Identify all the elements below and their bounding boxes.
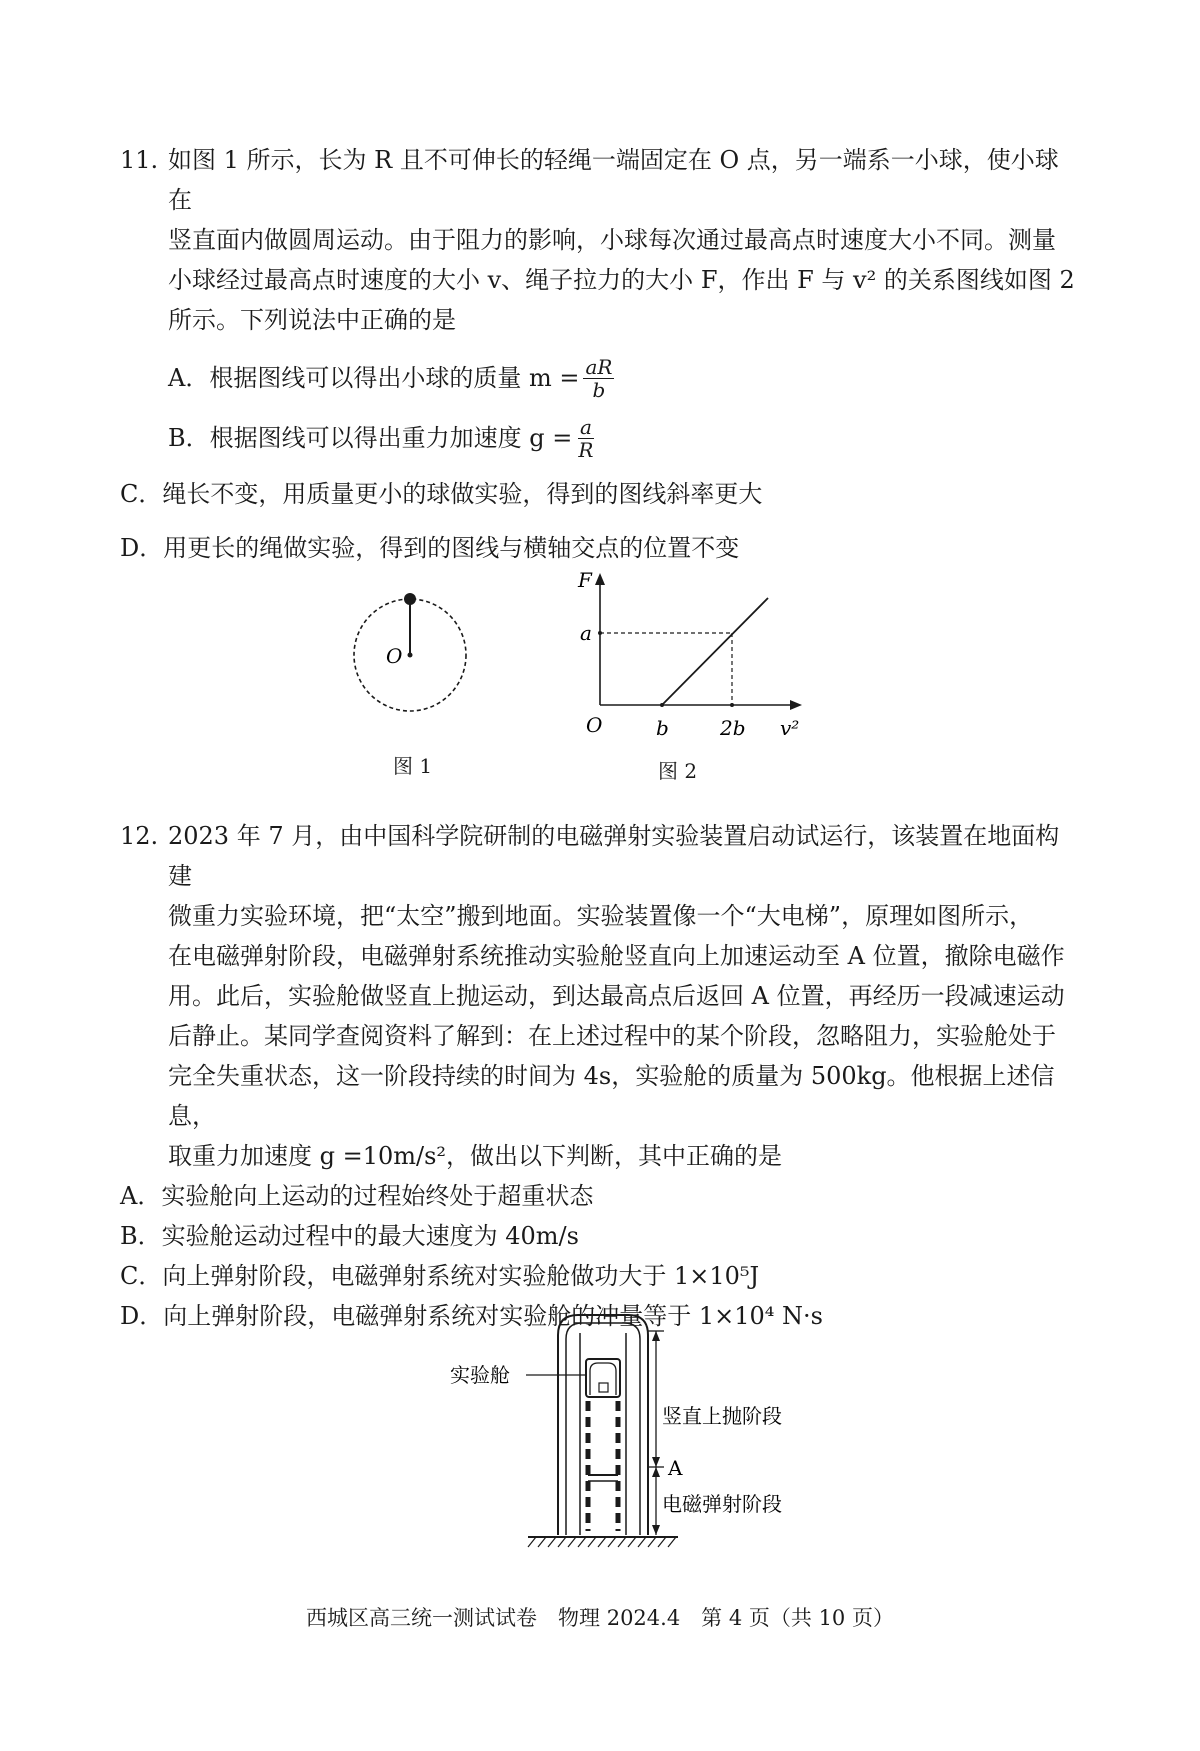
label-vertical-throw: 竖直上抛阶段 [662,1404,782,1428]
option-c: C．向上弹射阶段，电磁弹射系统对实验舱做功大于 1×10⁵J [120,1262,760,1290]
label-cabin: 实验舱 [450,1363,510,1387]
stem-line: 2023 年 7 月，由中国科学院研制的电磁弹射实验装置启动试运行，该装置在地面构建 [168,822,1060,890]
option-a-text: A．根据图线可以得出小球的质量 m = [168,364,580,392]
label-em-launch: 电磁弹射阶段 [662,1492,782,1516]
question-stem [120,140,1080,340]
question-11 [120,140,1080,568]
fraction [583,356,614,401]
stem-line: 在电磁弹射阶段，电磁弹射系统推动实验舱竖直向上加速运动至 A 位置，撤除电磁作 [168,942,1065,970]
stem-line: 微重力实验环境，把“太空”搬到地面。实验装置像一个“大电梯”，原理如图所示， [168,902,1034,930]
fraction-denominator: R [578,437,594,462]
stem-line: 后静止。某同学查阅资料了解到：在上述过程中的某个阶段，忽略阻力，实验舱处于 [168,1022,1056,1050]
fraction-numerator: aR [585,354,613,379]
option-d: D．向上弹射阶段，电磁弹射系统对实验舱的冲量等于 1×10⁴ N·s [120,1302,823,1330]
stem-line: 取重力加速度 g =10m/s²，做出以下判断，其中正确的是 [168,1142,783,1170]
x-tick-label: b [656,716,669,740]
stem-line: 用。此后，实验舱做竖直上抛运动，到达最高点后返回 A 位置，再经历一段减速运动 [168,982,1065,1010]
stem-line: 小球经过最高点时速度的大小 v、绳子拉力的大小 F，作出 F 与 v² 的关系图线如图 2 [168,266,1075,294]
figure-1-caption: 图 1 [393,754,433,778]
question-number: 11. [120,146,159,174]
figure-launch-device [440,1305,800,1555]
option-a [168,350,1080,406]
question-12 [120,816,1080,1336]
fig1-center-label: O [386,644,403,668]
stem-line: 完全失重状态，这一阶段持续的时间为 4s，实验舱的质量为 500kg。他根据上述信息， [168,1062,1055,1130]
y-tick-label: a [580,621,592,645]
option-c: C．绳长不变，用质量更小的球做实验，得到的图线斜率更大 [120,480,763,508]
x-tick-label: 2b [720,716,746,740]
fraction-numerator: a [579,414,592,439]
question-number: 12. [120,822,159,850]
fraction [576,416,595,461]
stem-line: 如图 1 所示，长为 R 且不可伸长的轻绳一端固定在 O 点，另一端系一小球，使小球在 [168,146,1059,214]
label-position-a: A [668,1456,683,1480]
origin-label: O [586,713,603,737]
y-axis-label: F [578,568,592,592]
figure-2-graph [570,565,820,745]
figure-2-caption: 图 2 [658,759,698,783]
option-a: A．实验舱向上运动的过程始终处于超重状态 [120,1182,594,1210]
option-b-text: B．根据图线可以得出重力加速度 g = [168,424,573,452]
page-footer: 西城区高三统一测试试卷 物理 2024.4 第 4 页（共 10 页） [306,1606,894,1630]
fraction-denominator: b [592,377,606,402]
stem-line: 竖直面内做圆周运动。由于阻力的影响，小球每次通过最高点时速度大小不同。测量 [168,226,1056,254]
figure-1-circle-diagram [340,585,480,725]
option-d: D．用更长的绳做实验，得到的图线与横轴交点的位置不变 [120,534,740,562]
option-b: B．实验舱运动过程中的最大速度为 40m/s [120,1222,579,1250]
x-axis-label: v² [780,716,800,740]
stem-line: 所示。下列说法中正确的是 [168,306,456,334]
option-b [168,410,1080,466]
question-stem [120,816,1080,1176]
